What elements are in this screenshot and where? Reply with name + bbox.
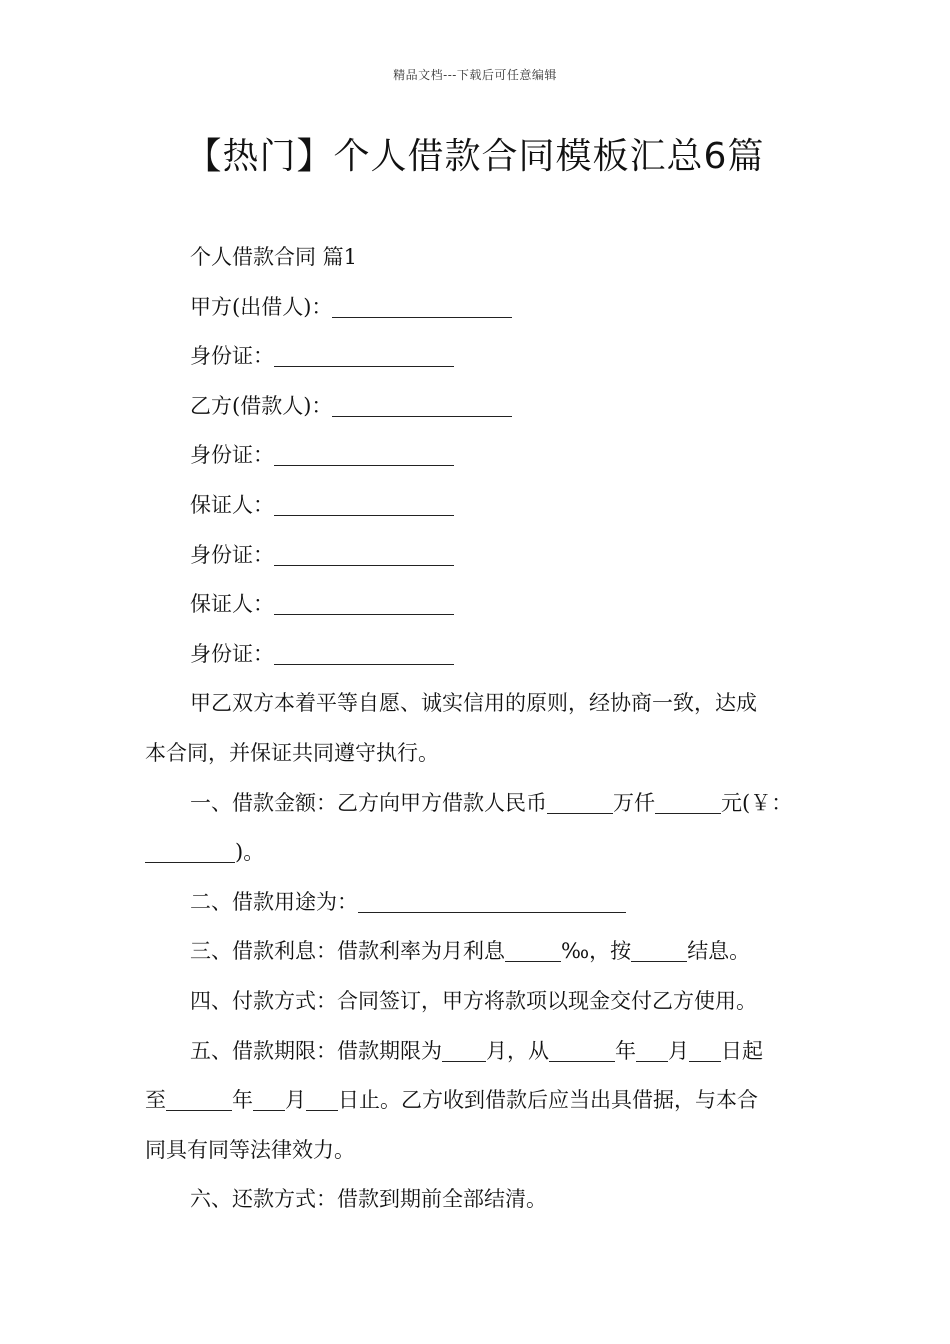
intro-text: 甲乙双方本着平等自愿、诚实信用的原则，经协商一致，达成 [190, 691, 757, 716]
clause-text: 二、借款用途为： [190, 889, 358, 914]
intro-text: 本合同，并保证共同遵守执行。 [145, 740, 439, 765]
party-line-lender-id [145, 332, 811, 382]
party-line-guarantor-2 [145, 580, 811, 630]
clause-text: 年 [232, 1088, 253, 1113]
clause-text: 月，从 [486, 1038, 549, 1063]
end-year-blank[interactable] [166, 1084, 232, 1111]
section-heading-text: 个人借款合同 篇1 [190, 245, 358, 269]
section-heading [145, 233, 811, 283]
clause-6 [145, 1175, 811, 1225]
clause-4 [145, 977, 811, 1027]
lender-id-blank[interactable] [274, 340, 454, 367]
clause-text: 年 [615, 1038, 636, 1063]
clause-2 [145, 878, 811, 928]
clause-text: 结息。 [687, 939, 751, 964]
party-label: 乙方(借款人)： [190, 393, 333, 418]
start-month-blank[interactable] [636, 1035, 668, 1062]
page-header: 精品文档---下载后可任意编辑 [393, 68, 557, 82]
clause-text: 同具有同等法律效力。 [145, 1137, 355, 1162]
guarantor-2-id-blank[interactable] [274, 638, 454, 665]
clause-1-line-1 [145, 779, 811, 829]
term-months-blank[interactable] [442, 1035, 486, 1062]
party-label: 甲方(出借人)： [190, 294, 333, 319]
clause-text: 至 [145, 1088, 166, 1113]
clause-text: 日起 [721, 1038, 763, 1063]
borrower-blank[interactable] [332, 390, 512, 417]
borrower-id-blank[interactable] [274, 439, 454, 466]
amount-figure-blank[interactable] [145, 836, 235, 863]
party-label: 身份证： [190, 344, 274, 369]
party-line-borrower [145, 382, 811, 432]
guarantor-2-blank[interactable] [274, 588, 454, 615]
party-label: 保证人： [190, 592, 274, 617]
start-year-blank[interactable] [549, 1035, 615, 1062]
clause-text: 一、借款金额：乙方向甲方借款人民币 [190, 790, 547, 815]
guarantor-1-id-blank[interactable] [274, 539, 454, 566]
amount-wan-blank[interactable] [547, 787, 613, 814]
document-title: 【热门】个人借款合同模板汇总6篇 [185, 136, 765, 177]
clause-5-line-2 [145, 1076, 811, 1126]
party-label: 身份证： [190, 542, 274, 567]
intro-line-1 [145, 679, 811, 729]
clause-text: 四、付款方式：合同签订，甲方将款项以现金交付乙方使用。 [190, 988, 757, 1013]
clause-text: 日止。乙方收到借款后应当出具借据，与本合 [338, 1088, 758, 1113]
clause-text: )。 [235, 840, 265, 865]
party-label: 身份证： [190, 641, 274, 666]
clause-1-line-2 [145, 828, 811, 878]
start-day-blank[interactable] [689, 1035, 721, 1062]
party-label: 身份证： [190, 443, 274, 468]
purpose-blank[interactable] [358, 886, 626, 913]
party-line-guarantor-2-id [145, 630, 811, 680]
clause-text: 六、还款方式：借款到期前全部结清。 [190, 1187, 547, 1212]
clause-text: 三、借款利息：借款利率为月利息 [190, 939, 505, 964]
lender-blank[interactable] [332, 291, 512, 318]
clause-3 [145, 927, 811, 977]
end-month-blank[interactable] [253, 1084, 285, 1111]
amount-yuan-blank[interactable] [655, 787, 721, 814]
clause-5-line-1 [145, 1027, 811, 1077]
document-body [145, 233, 811, 1225]
party-line-guarantor-1-id [145, 531, 811, 581]
clause-text: 元(￥： [721, 790, 793, 815]
clause-text: ‰，按 [561, 939, 632, 964]
party-line-borrower-id [145, 431, 811, 481]
clause-text: 万仟 [613, 790, 655, 815]
party-line-lender [145, 283, 811, 333]
intro-line-2 [145, 729, 811, 779]
party-label: 保证人： [190, 492, 274, 517]
clause-text: 五、借款期限：借款期限为 [190, 1038, 442, 1063]
clause-text: 月 [285, 1088, 306, 1113]
clause-text: 月 [668, 1038, 689, 1063]
clause-5-line-3 [145, 1126, 811, 1176]
interest-rate-blank[interactable] [505, 935, 561, 962]
guarantor-1-blank[interactable] [274, 489, 454, 516]
end-day-blank[interactable] [306, 1084, 338, 1111]
interest-period-blank[interactable] [631, 935, 687, 962]
party-line-guarantor-1 [145, 481, 811, 531]
